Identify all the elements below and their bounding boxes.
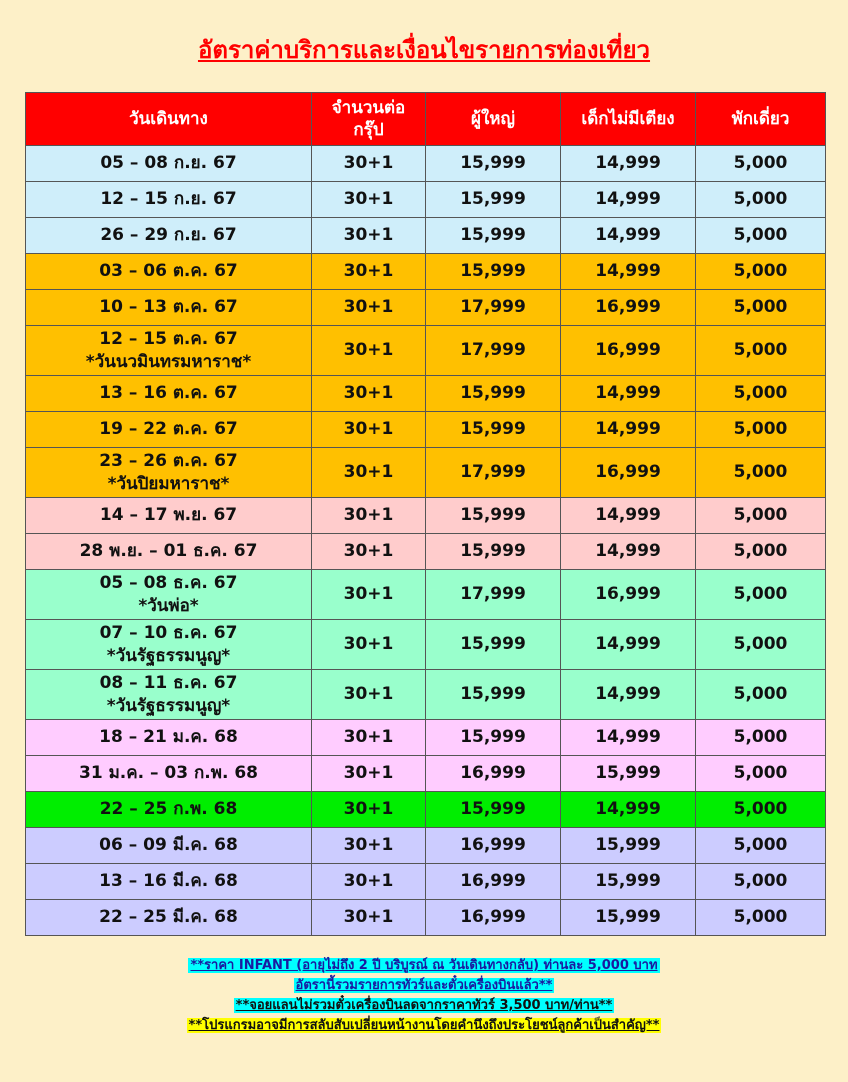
table-row [26,182,826,218]
cell-date: 03 – 06 ต.ค. 67 [26,254,312,290]
cell-single: 5,000 [696,412,826,448]
date-text: 08 – 11 ธ.ค. 67 [99,672,238,693]
cell-group: 30+1 [312,498,426,534]
cell-adult: 17,999 [426,326,561,376]
cell-single: 5,000 [696,376,826,412]
cell-adult: 15,999 [426,218,561,254]
cell-group: 30+1 [312,218,426,254]
cell-group: 30+1 [312,254,426,290]
table-row [26,792,826,828]
date-text: 07 – 10 ธ.ค. 67 [99,622,238,643]
cell-adult: 15,999 [426,534,561,570]
cell-adult: 15,999 [426,498,561,534]
cell-child: 14,999 [561,412,696,448]
date-text: 12 – 15 ต.ค. 67 [99,328,238,349]
cell-group: 30+1 [312,326,426,376]
cell-date: 26 – 29 ก.ย. 67 [26,218,312,254]
cell-group: 30+1 [312,864,426,900]
cell-child: 16,999 [561,448,696,498]
table-row [26,864,826,900]
cell-single: 5,000 [696,756,826,792]
cell-adult: 15,999 [426,620,561,670]
table-row [26,620,826,670]
terms-notes [0,956,848,1036]
cell-date: 22 – 25 ก.พ. 68 [26,792,312,828]
cell-child: 15,999 [561,900,696,936]
cell-single: 5,000 [696,448,826,498]
cell-child: 14,999 [561,720,696,756]
cell-adult: 17,999 [426,290,561,326]
cell-single: 5,000 [696,290,826,326]
cell-child: 16,999 [561,326,696,376]
cell-single: 5,000 [696,828,826,864]
cell-group: 30+1 [312,376,426,412]
header-child-no-bed: เด็กไม่มีเตียง [561,93,696,146]
cell-adult: 16,999 [426,756,561,792]
cell-child: 14,999 [561,254,696,290]
cell-child: 14,999 [561,498,696,534]
table-row [26,756,826,792]
cell-child: 14,999 [561,792,696,828]
cell-child: 14,999 [561,534,696,570]
cell-adult: 17,999 [426,570,561,620]
cell-group: 30+1 [312,146,426,182]
cell-adult: 15,999 [426,376,561,412]
cell-single: 5,000 [696,498,826,534]
cell-child: 15,999 [561,756,696,792]
table-row [26,254,826,290]
cell-adult: 15,999 [426,720,561,756]
holiday-note: *วันรัฐธรรมนูญ* [106,645,231,666]
cell-date: 13 – 16 มี.ค. 68 [26,864,312,900]
cell-adult: 15,999 [426,146,561,182]
holiday-note: *วันปิยมหาราช* [107,473,230,494]
table-row [26,146,826,182]
cell-date: 05 – 08 ก.ย. 67 [26,146,312,182]
table-row [26,412,826,448]
cell-group: 30+1 [312,828,426,864]
cell-group: 30+1 [312,756,426,792]
cell-single: 5,000 [696,864,826,900]
cell-date [26,326,312,376]
cell-adult: 16,999 [426,900,561,936]
cell-group: 30+1 [312,900,426,936]
cell-child: 14,999 [561,620,696,670]
cell-single: 5,000 [696,534,826,570]
cell-single: 5,000 [696,218,826,254]
cell-child: 15,999 [561,828,696,864]
cell-group: 30+1 [312,412,426,448]
cell-date: 31 ม.ค. – 03 ก.พ. 68 [26,756,312,792]
table-row [26,218,826,254]
page-title: อัตราค่าบริการและเงื่อนไขรายการท่องเที่ยว [197,36,651,64]
table-row [26,670,826,720]
cell-single: 5,000 [696,146,826,182]
header-group-size-line1: จำนวนต่อ [331,98,406,118]
cell-group: 30+1 [312,448,426,498]
table-row [26,376,826,412]
cell-group: 30+1 [312,570,426,620]
cell-single: 5,000 [696,254,826,290]
cell-adult: 17,999 [426,448,561,498]
cell-adult: 15,999 [426,792,561,828]
cell-group: 30+1 [312,620,426,670]
table-header-row [26,93,826,146]
note-infant: **ราคา INFANT (อายุไม่ถึง 2 ปี บริบูรณ์ ณ วันเดินทางกลับ) ท่านละ 5,000 บาท [190,958,658,973]
cell-group: 30+1 [312,290,426,326]
cell-adult: 15,999 [426,254,561,290]
cell-child: 14,999 [561,218,696,254]
cell-group: 30+1 [312,182,426,218]
holiday-note: *วันนวมินทรมหาราช* [85,351,252,372]
header-single-supplement: พักเดี่ยว [696,93,826,146]
cell-single: 5,000 [696,620,826,670]
table-row [26,448,826,498]
cell-child: 14,999 [561,146,696,182]
cell-date: 14 – 17 พ.ย. 67 [26,498,312,534]
cell-date: 12 – 15 ก.ย. 67 [26,182,312,218]
note-program-change: **โปรแกรมอาจมีการสลับสับเปลี่ยนหน้างานโดยคำนึงถึงประโยชน์ลูกค้าเป็นสำคัญ** [188,1018,660,1033]
cell-date [26,570,312,620]
cell-group: 30+1 [312,792,426,828]
cell-single: 5,000 [696,182,826,218]
cell-adult: 16,999 [426,828,561,864]
cell-adult: 16,999 [426,864,561,900]
header-group-size [312,93,426,146]
table-row [26,326,826,376]
cell-single: 5,000 [696,670,826,720]
cell-child: 14,999 [561,670,696,720]
cell-date [26,620,312,670]
date-text: 23 – 26 ต.ค. 67 [99,450,238,471]
cell-group: 30+1 [312,720,426,756]
cell-date: 18 – 21 ม.ค. 68 [26,720,312,756]
table-row [26,534,826,570]
cell-child: 16,999 [561,290,696,326]
cell-child: 14,999 [561,376,696,412]
cell-single: 5,000 [696,900,826,936]
cell-date: 10 – 13 ต.ค. 67 [26,290,312,326]
cell-date: 13 – 16 ต.ค. 67 [26,376,312,412]
cell-date [26,670,312,720]
table-row [26,828,826,864]
header-group-size-line2: กรุ๊ป [353,120,384,140]
cell-date: 19 – 22 ต.ค. 67 [26,412,312,448]
header-adult: ผู้ใหญ่ [426,93,561,146]
holiday-note: *วันรัฐธรรมนูญ* [106,695,231,716]
table-row [26,290,826,326]
cell-single: 5,000 [696,326,826,376]
note-joinland: **จอยแลนไม่รวมตั๋วเครื่องบินลดจากราคาทัวร์ 3,500 บาท/ท่าน** [235,998,613,1013]
cell-adult: 15,999 [426,412,561,448]
table-row [26,900,826,936]
price-table [25,92,826,936]
cell-date: 06 – 09 มี.ค. 68 [26,828,312,864]
cell-date: 28 พ.ย. – 01 ธ.ค. 67 [26,534,312,570]
holiday-note: *วันพ่อ* [138,595,199,616]
cell-single: 5,000 [696,792,826,828]
cell-group: 30+1 [312,534,426,570]
cell-single: 5,000 [696,720,826,756]
cell-group: 30+1 [312,670,426,720]
cell-adult: 15,999 [426,670,561,720]
cell-date: 22 – 25 มี.ค. 68 [26,900,312,936]
date-text: 05 – 08 ธ.ค. 67 [99,572,238,593]
cell-child: 15,999 [561,864,696,900]
cell-date [26,448,312,498]
header-travel-date: วันเดินทาง [26,93,312,146]
cell-child: 16,999 [561,570,696,620]
note-includes: อัตรานี้รวมรายการทัวร์และตั๋วเครื่องบินแล้ว** [295,978,553,993]
cell-single: 5,000 [696,570,826,620]
table-row [26,720,826,756]
table-row [26,570,826,620]
cell-adult: 15,999 [426,182,561,218]
table-row [26,498,826,534]
cell-child: 14,999 [561,182,696,218]
